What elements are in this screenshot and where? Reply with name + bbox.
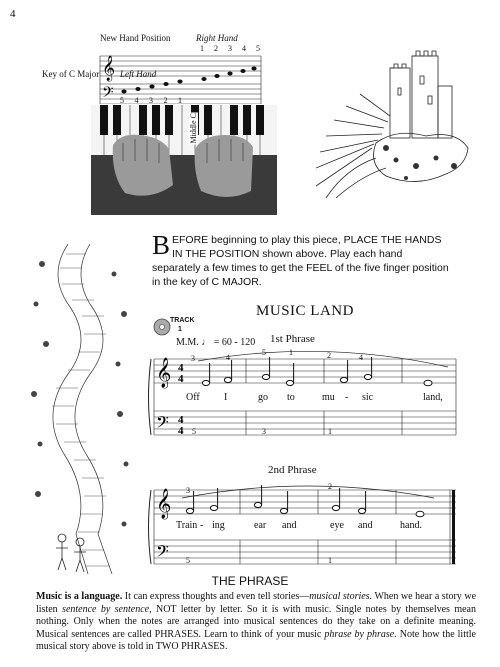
lyric: to: [287, 392, 295, 403]
finger-number: 3: [191, 354, 195, 363]
finger-number: 1: [289, 348, 293, 357]
lh-finger: 3: [149, 96, 153, 105]
tempo-value: = 60 - 120: [213, 337, 256, 348]
body-text: When we hear a story we listen: [36, 591, 477, 615]
finger-number: 3: [186, 486, 190, 495]
finger-number: 1: [328, 556, 332, 565]
finger-number: 2: [327, 351, 331, 360]
body-text: NOT letter by letter. So it is with music. Single notes by themselves mean nothing. Only when the notes are arranged into musical sentences do they take on a definite meaning. Musical sentences are called PHRASES. Learn to think of your music: [36, 603, 476, 640]
track-number: 1: [178, 326, 182, 333]
finger-number: 5: [192, 427, 196, 436]
lh-finger: 5: [120, 96, 124, 105]
lyric: sic: [362, 392, 374, 403]
svg-text:𝄞: 𝄞: [156, 489, 172, 519]
body-emphasis: sentence by sentence,: [62, 603, 152, 615]
quarter-note-icon: ♩: [201, 337, 212, 348]
rh-finger: 4: [242, 44, 246, 53]
rh-finger-numbers: [200, 44, 260, 53]
rh-finger: 3: [228, 44, 232, 53]
lyric: Off: [186, 392, 200, 403]
time-sig-top: 4: [178, 362, 184, 374]
staircase-illustration: [28, 244, 140, 574]
intro-dropcap: B: [152, 230, 171, 260]
lyric: ear: [254, 520, 267, 531]
lh-finger: 4: [134, 96, 139, 105]
lh-finger: 1: [178, 96, 182, 105]
svg-text:𝄢: 𝄢: [156, 412, 169, 436]
time-sig-bottom: 4: [178, 373, 184, 385]
svg-text:𝄞: 𝄞: [156, 358, 172, 388]
body-text: Note how the little musical story above is told in TWO PHRASES.: [36, 628, 476, 652]
tempo-label: M.M.: [176, 337, 199, 348]
page-number: 4: [10, 8, 16, 20]
lyric: hand.: [400, 520, 422, 531]
body-lead: Music is a language.: [36, 591, 123, 602]
castle-illustration: [316, 48, 474, 198]
body-text: It can express thoughts and even tell stories—: [122, 591, 310, 602]
piano-hands-photo: [91, 105, 277, 215]
lyric: ing: [212, 520, 225, 531]
finger-number: 1: [328, 427, 332, 436]
lh-finger: 2: [163, 96, 168, 105]
section-heading: THE PHRASE: [211, 574, 289, 588]
right-hand-label: Right Hand: [196, 33, 238, 43]
phrase-2-label: 2nd Phrase: [268, 464, 317, 476]
middle-c-label: Middle C: [189, 113, 198, 144]
lyric: eye: [330, 520, 344, 531]
lyric: and: [358, 520, 373, 531]
finger-number: 4: [226, 353, 230, 362]
key-label: Key of C Major: [42, 69, 100, 79]
time-sig-bottom-bass: 4: [178, 425, 184, 437]
lyric: -: [200, 520, 204, 531]
left-hand-label: Left Hand: [120, 69, 157, 79]
body-paragraph: [36, 591, 476, 654]
lyric: mu: [322, 392, 335, 403]
rh-finger: 5: [256, 44, 260, 53]
lyric: and: [282, 520, 297, 531]
finger-number: 5: [186, 556, 190, 565]
song-title: MUSIC LAND: [256, 303, 354, 319]
finger-number: 2: [328, 482, 332, 491]
svg-text:𝄢: 𝄢: [156, 541, 169, 565]
intro-text: EFORE beginning to play this piece, PLACE THE HANDS IN THE POSITION shown above. Play each hand separately a few times to get the FEEL of the five finger position in the key of C MAJOR.: [152, 234, 449, 288]
track-label: TRACK: [170, 317, 195, 324]
lyric: Train: [176, 520, 198, 531]
svg-text:𝄢: 𝄢: [102, 84, 114, 104]
lh-finger-numbers: [120, 96, 182, 105]
svg-text:𝄞: 𝄞: [102, 56, 116, 81]
finger-number: 4: [359, 353, 363, 362]
body-emphasis: musical stories.: [309, 591, 373, 602]
lyric: I: [224, 392, 228, 403]
finger-number: 5: [262, 348, 266, 357]
new-hand-position-label: New Hand Position: [100, 33, 171, 43]
finger-number: 3: [262, 427, 266, 436]
cd-track-icon: [152, 317, 172, 337]
lyric: go: [258, 392, 268, 403]
intro-paragraph: [152, 230, 452, 289]
phrase-1-label: 1st Phrase: [270, 333, 315, 345]
lyric: -: [345, 392, 349, 403]
lyric: land,: [423, 392, 443, 403]
body-emphasis: phrase by phrase.: [324, 628, 397, 640]
rh-finger: 2: [214, 44, 218, 53]
rh-finger: 1: [200, 44, 204, 53]
time-sig-top-bass: 4: [178, 414, 184, 426]
